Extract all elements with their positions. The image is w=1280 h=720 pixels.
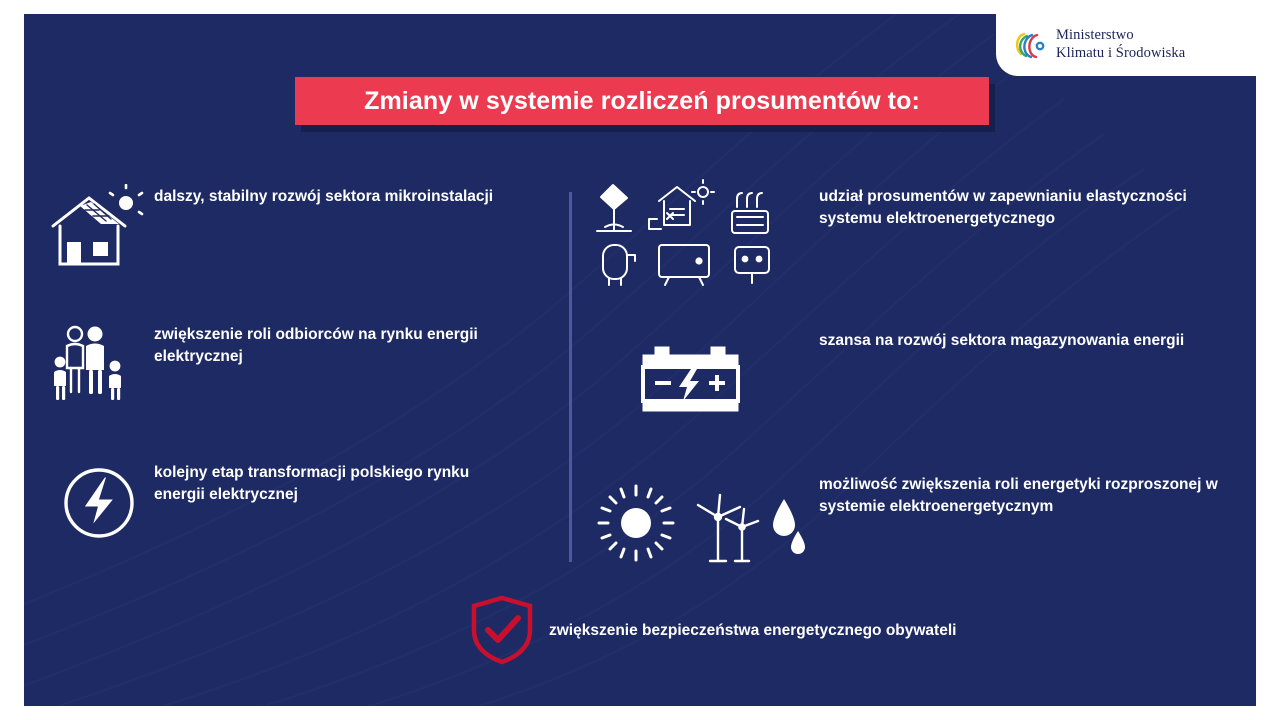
- list-item: [44, 322, 564, 408]
- ministry-name-line1: Ministerstwo: [1056, 27, 1134, 44]
- list-item-label: zwiększenie roli odbiorców na rynku energii elektrycznej: [154, 326, 478, 366]
- family-group-icon: [44, 322, 154, 408]
- list-item: [584, 328, 1234, 428]
- home-appliances-group-icon: [584, 184, 819, 284]
- left-column: [44, 184, 564, 598]
- list-item-label: możliwość zwiększenia roli energetyki rozproszonej w systemie elektroenergetycznym: [819, 476, 1218, 516]
- bottom-list-item: [454, 592, 969, 668]
- list-item: [584, 184, 1234, 284]
- infographic-slide: [24, 14, 1256, 706]
- list-item-label: dalszy, stabilny rozwój sektora mikroinstalacji: [154, 188, 494, 205]
- ministry-logo-text: [1056, 27, 1185, 62]
- list-item-label: udział prosumentów w zapewnianiu elastyczności systemu elektroenergetycznego: [819, 188, 1187, 228]
- list-item: [44, 184, 564, 270]
- lightning-bolt-icon: [44, 460, 154, 546]
- list-item-label: kolejny etap transformacji polskiego rynku energii elektrycznej: [154, 464, 470, 504]
- bottom-list-item-label: zwiększenie bezpieczeństwa energetycznego obywateli: [549, 621, 957, 639]
- list-item: [584, 472, 1234, 572]
- column-divider: [569, 192, 572, 562]
- headline-block: [295, 77, 989, 125]
- list-item-label: szansa na rozwój sektora magazynowania energii: [819, 332, 1185, 349]
- ministry-name-line2: Klimatu i Środowiska: [1056, 45, 1186, 61]
- ministry-emblem-icon: [1013, 28, 1047, 62]
- right-column: [584, 184, 1234, 616]
- renewables-sun-wind-water-icon: [584, 472, 819, 572]
- shield-check-icon: [454, 592, 549, 668]
- battery-storage-icon: [584, 328, 819, 428]
- headline-banner: [295, 77, 989, 125]
- page-title: Zmiany w systemie rozliczeń prosumentów to:: [364, 86, 920, 115]
- list-item: [44, 460, 564, 546]
- house-with-solar-panel-icon: [44, 184, 154, 270]
- ministry-logo-card: [996, 14, 1256, 76]
